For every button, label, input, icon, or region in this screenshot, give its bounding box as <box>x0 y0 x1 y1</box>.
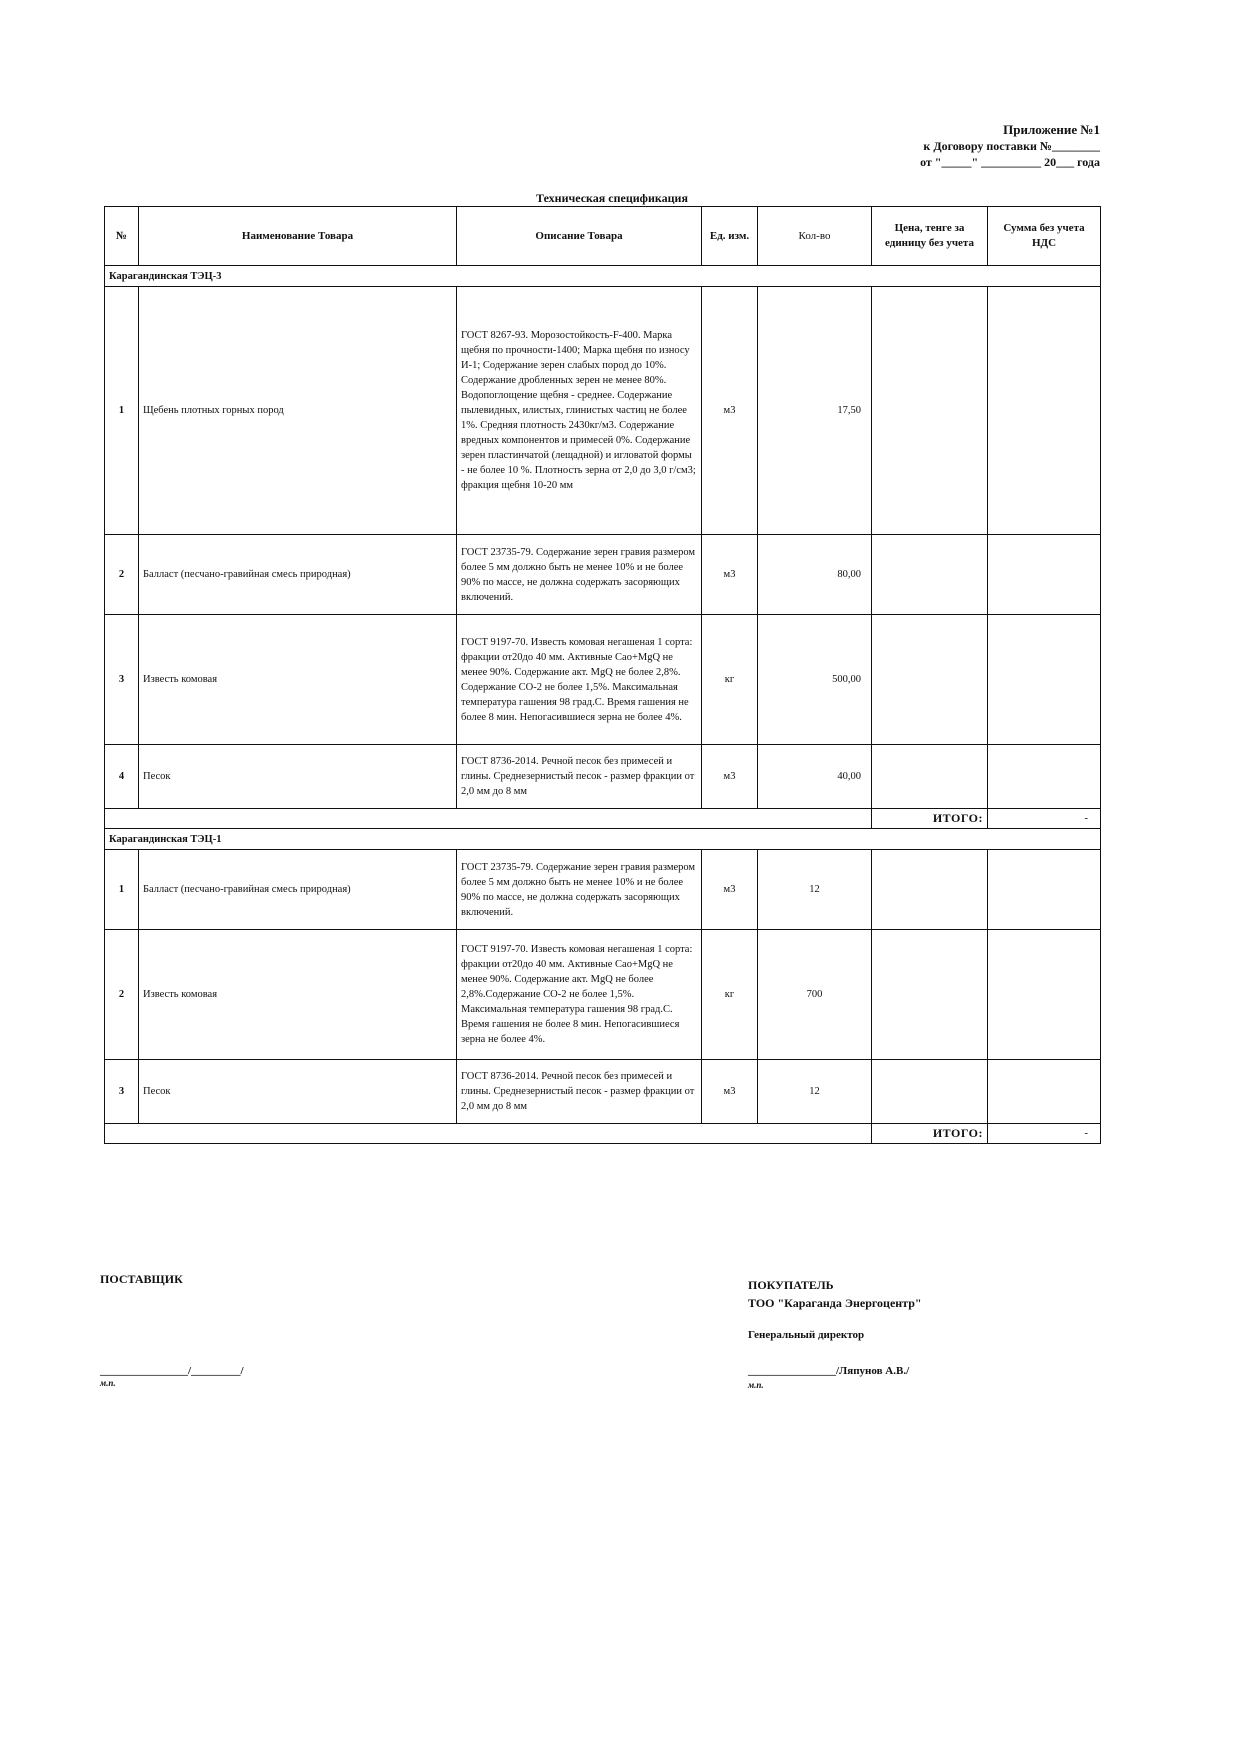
total-spacer <box>105 1124 872 1144</box>
row-name: Щебень плотных горных пород <box>139 287 457 535</box>
document-title <box>0 191 1240 206</box>
row-num: 2 <box>105 535 139 615</box>
section-header-row <box>105 829 1101 850</box>
buyer-signature-line: ________________/Ляпунов А.В./ <box>748 1365 910 1377</box>
supplier-signature-line: ________________/_________/ <box>100 1365 244 1377</box>
appendix-header <box>780 122 1100 170</box>
buyer-position: Генеральный директор <box>748 1329 865 1341</box>
table-row <box>105 1060 1101 1124</box>
col-header-name: Наименование Товара <box>139 207 457 266</box>
total-value: - <box>988 809 1101 829</box>
total-row <box>105 809 1101 829</box>
row-unit: м3 <box>702 1060 758 1124</box>
row-sum <box>988 850 1101 930</box>
col-header-sum: Сумма без учета НДС <box>988 207 1101 266</box>
row-num: 1 <box>105 850 139 930</box>
row-num: 2 <box>105 930 139 1060</box>
table-row <box>105 745 1101 809</box>
row-name: Известь комовая <box>139 615 457 745</box>
buyer-stamp-place: м.п. <box>748 1380 764 1390</box>
row-desc: ГОСТ 23735-79. Содержание зерен гравия размером более 5 мм должно быть не менее 10% и не более 90% по массе, не должна содержать засоряющих включений. <box>457 850 702 930</box>
row-price <box>872 745 988 809</box>
table-row <box>105 287 1101 535</box>
row-price <box>872 1060 988 1124</box>
row-num: 3 <box>105 615 139 745</box>
row-qty: 17,50 <box>758 287 872 535</box>
row-desc: ГОСТ 23735-79. Содержание зерен гравия размером более 5 мм должно быть не менее 10% и не более 90% по массе, не должна содержать засоряющих включений. <box>457 535 702 615</box>
row-price <box>872 930 988 1060</box>
row-qty: 500,00 <box>758 615 872 745</box>
section-title: Карагандинская ТЭЦ-1 <box>105 829 1101 850</box>
total-value: - <box>988 1124 1101 1144</box>
section-title: Карагандинская ТЭЦ-3 <box>105 266 1101 287</box>
row-sum <box>988 535 1101 615</box>
col-header-price: Цена, тенге за единицу без учета <box>872 207 988 266</box>
row-name: Балласт (песчано-гравийная смесь природная) <box>139 535 457 615</box>
row-num: 4 <box>105 745 139 809</box>
row-desc: ГОСТ 8267-93. Морозостойкость-F-400. Марка щебня по прочности-1400; Марка щебня по износу И-1; Содержание зерен слабых пород до 10%. Содержание дробленных зерен не менее 80%. Водопоглощение щебня - среднее. Содержание пылевидных, илистых, глинистых частиц не более 1%. Средняя плотность 2430кг/м3. Содержание вредных компонентов и примесей 0%. Содержание зерен пластинчатой (лещадной) и игловатой формы - не более 10 %. Плотность зерна от 2,0 до 3,0 г/см3; фракция щебня 10-20 мм <box>457 287 702 535</box>
row-price <box>872 850 988 930</box>
row-unit: м3 <box>702 745 758 809</box>
buyer-company: ТОО "Караганда Энергоцентр" <box>748 1296 922 1310</box>
row-unit: кг <box>702 615 758 745</box>
appendix-number: Приложение №1 <box>1003 122 1100 137</box>
total-label: ИТОГО: <box>872 1124 988 1144</box>
col-header-unit: Ед. изм. <box>702 207 758 266</box>
row-unit: кг <box>702 930 758 1060</box>
row-num: 3 <box>105 1060 139 1124</box>
document-title-text: Техническая спецификация <box>536 191 688 205</box>
supplier-label: ПОСТАВЩИК <box>100 1272 183 1286</box>
row-sum <box>988 745 1101 809</box>
row-sum <box>988 287 1101 535</box>
row-desc: ГОСТ 8736-2014. Речной песок без примесей и глины. Среднезернистый песок - размер фракции от 2,0 мм до 8 мм <box>457 1060 702 1124</box>
row-sum <box>988 930 1101 1060</box>
contract-reference: к Договору поставки №________ <box>923 139 1100 153</box>
table-row <box>105 850 1101 930</box>
row-name: Балласт (песчано-гравийная смесь природная) <box>139 850 457 930</box>
table-row <box>105 615 1101 745</box>
table-row <box>105 930 1101 1060</box>
specification-table <box>104 206 1101 1144</box>
row-sum <box>988 615 1101 745</box>
section-header-row <box>105 266 1101 287</box>
row-desc: ГОСТ 9197-70. Известь комовая негашеная 1 сорта: фракции от20до 40 мм. Активные Сао+MgQ не менее 90%. Содержание акт. MgQ не более 2,8%.Содержание СО-2 не более 1,5%. Максимальная температура гашения 98 град.С. Время гашения не более 8 мин. Непогасившиеся зерна не более 4%. <box>457 930 702 1060</box>
row-unit: м3 <box>702 850 758 930</box>
row-unit: м3 <box>702 287 758 535</box>
row-desc: ГОСТ 9197-70. Известь комовая негашеная 1 сорта: фракции от20до 40 мм. Активные Сао+MgQ не менее 90%. Содержание акт. MgQ не более 2,8%. Содержание СО-2 не более 1,5%. Максимальная температура гашения 98 град.С. Время гашения не более 8 мин. Непогасившиеся зерна не более 4%. <box>457 615 702 745</box>
row-name: Известь комовая <box>139 930 457 1060</box>
row-name: Песок <box>139 745 457 809</box>
row-sum <box>988 1060 1101 1124</box>
col-header-desc: Описание Товара <box>457 207 702 266</box>
row-qty: 12 <box>758 1060 872 1124</box>
row-price <box>872 535 988 615</box>
table-row <box>105 535 1101 615</box>
row-qty: 40,00 <box>758 745 872 809</box>
row-price <box>872 615 988 745</box>
row-qty: 700 <box>758 930 872 1060</box>
row-qty: 12 <box>758 850 872 930</box>
col-header-num: № <box>105 207 139 266</box>
row-name: Песок <box>139 1060 457 1124</box>
buyer-label: ПОКУПАТЕЛЬ <box>748 1278 834 1292</box>
total-row <box>105 1124 1101 1144</box>
total-spacer <box>105 809 872 829</box>
row-unit: м3 <box>702 535 758 615</box>
row-price <box>872 287 988 535</box>
table-header-row <box>105 207 1101 266</box>
row-qty: 80,00 <box>758 535 872 615</box>
row-num: 1 <box>105 287 139 535</box>
supplier-stamp-place: м.п. <box>100 1378 116 1388</box>
row-desc: ГОСТ 8736-2014. Речной песок без примесей и глины. Среднезернистый песок - размер фракции от 2,0 мм до 8 мм <box>457 745 702 809</box>
col-header-qty: Кол-во <box>758 207 872 266</box>
contract-date: от "_____" __________ 20___ года <box>920 155 1100 169</box>
total-label: ИТОГО: <box>872 809 988 829</box>
